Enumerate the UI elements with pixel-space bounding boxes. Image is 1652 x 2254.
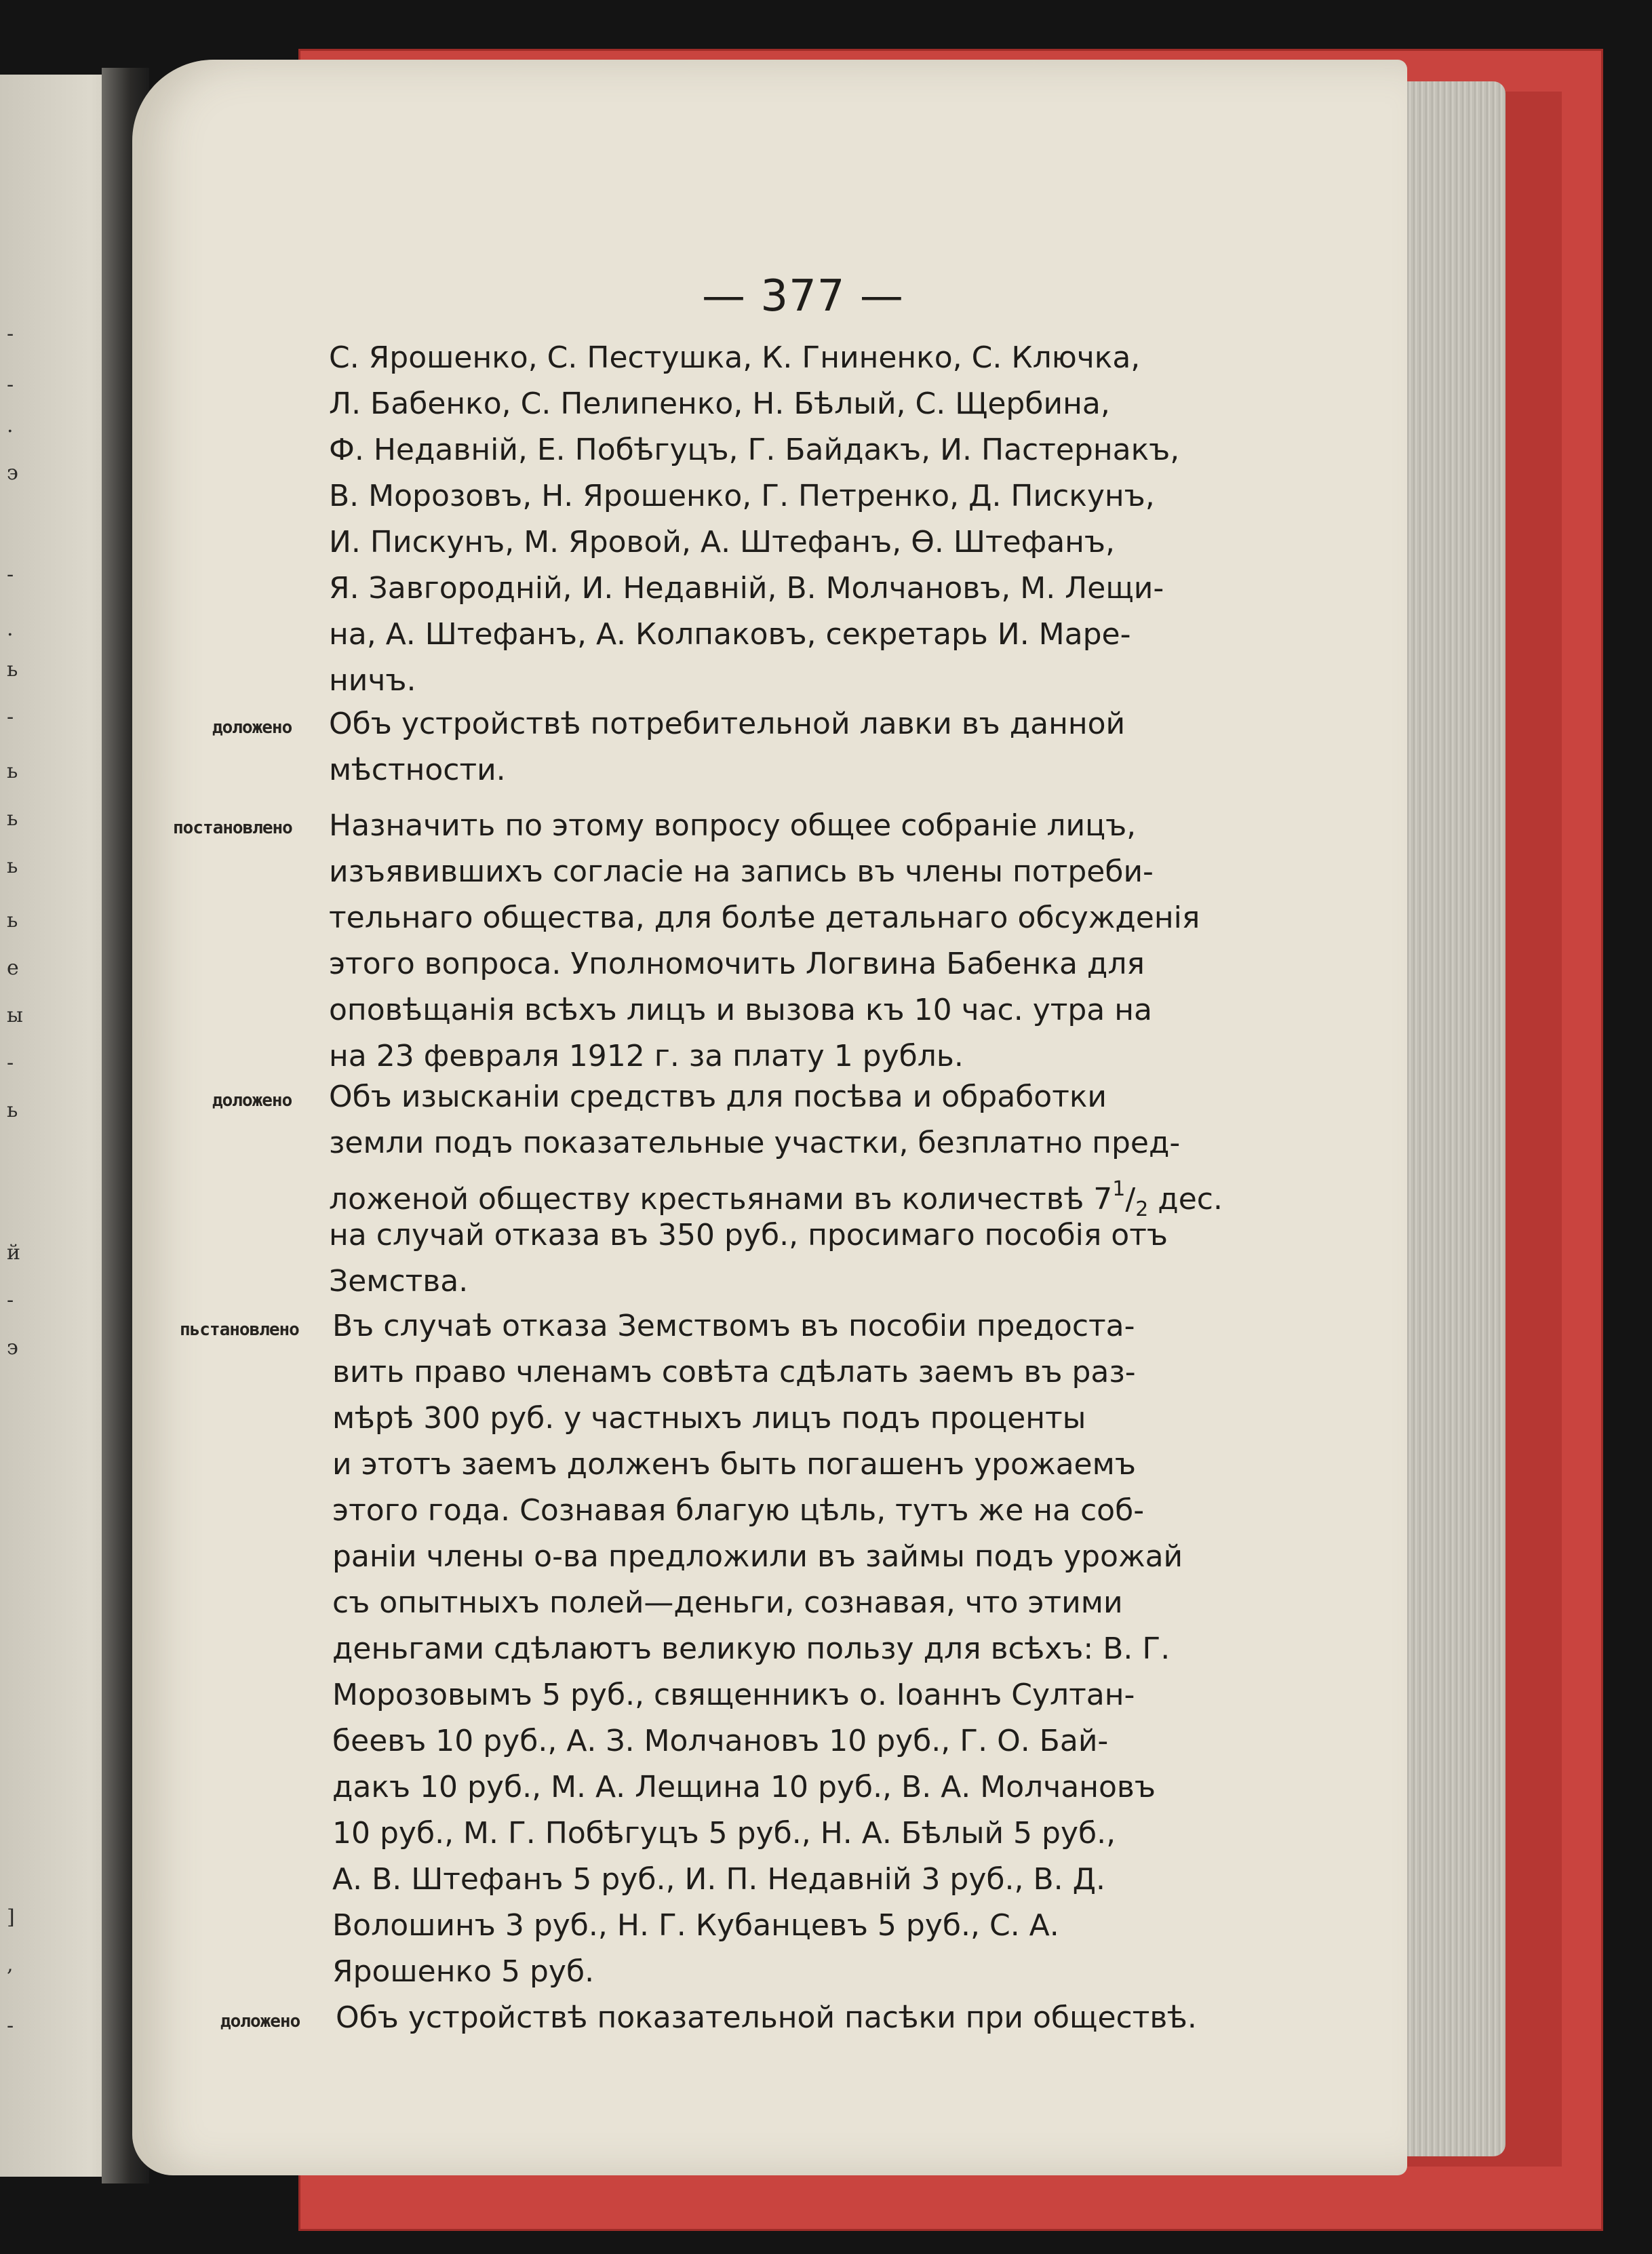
left-page-mark: ] <box>7 1905 15 1929</box>
fraction-unit: дес. <box>1148 1182 1223 1217</box>
left-page-mark: ь <box>7 854 18 878</box>
body-line: съ опытныхъ полей—деньги, сознавая, что этими <box>332 1585 1123 1620</box>
left-page-mark: э <box>7 1336 18 1360</box>
body-line: на 23 февраля 1912 г. за плату 1 рубль. <box>329 1039 964 1073</box>
body-line: оповѣщанія всѣхъ лицъ и вызова къ 10 час. утра на <box>329 993 1152 1027</box>
fraction-denominator: 2 <box>1135 1198 1149 1221</box>
body-line: изъявившихъ согласіе на запись въ члены потреби- <box>329 854 1154 889</box>
left-page-mark: ь <box>7 807 18 831</box>
body-line: ничъ. <box>329 663 416 698</box>
body-line: Объ устройствѣ потребительной лавки въ данной <box>329 707 1126 741</box>
left-page-mark: э <box>7 461 18 485</box>
left-page-mark: е <box>7 956 19 980</box>
margin-label-reported: доложено <box>220 2011 300 2032</box>
body-line: Назначить по этому вопросу общее собраніе лицъ, <box>329 808 1137 843</box>
body-line: и этотъ заемъ долженъ быть погашенъ урожаемъ <box>332 1447 1136 1482</box>
left-page-mark: , <box>7 1953 14 1977</box>
left-page-mark: - <box>7 1288 14 1312</box>
body-line: Волошинъ 3 руб., Н. Г. Кубанцевъ 5 руб., С. А. <box>332 1908 1059 1943</box>
left-page-mark: - <box>7 322 14 346</box>
body-line: раніи члены о-ва предложили въ займы подъ урожай <box>332 1539 1183 1574</box>
fraction-numerator: 1 <box>1112 1177 1126 1201</box>
body-line-with-fraction: ложеной обществу крестьянами въ количествѣ $7^1/_2$ дес. <box>329 1177 1223 1221</box>
body-line: Земства. <box>329 1264 469 1299</box>
left-page-mark: й <box>7 1241 20 1265</box>
body-line: Морозовымъ 5 руб., священникъ о. Іоаннъ Султан- <box>332 1678 1135 1712</box>
body-line: мѣстности. <box>329 753 506 787</box>
body-line: Л. Бабенко, С. Пелипенко, Н. Бѣлый, С. Щербина, <box>329 387 1110 421</box>
body-line: вить право членамъ совѣта сдѣлать заемъ въ раз- <box>332 1355 1136 1389</box>
body-line: С. Ярошенко, С. Пестушка, К. Гниненко, С. Ключка, <box>329 340 1141 375</box>
body-line: мѣрѣ 300 руб. у частныхъ лицъ подъ проценты <box>332 1401 1086 1436</box>
left-page-mark: - <box>7 705 14 729</box>
margin-label-resolved: пьстановлено <box>180 1320 299 1340</box>
body-line: А. В. Штефанъ 5 руб., И. П. Недавній 3 руб., В. Д. <box>332 1862 1106 1897</box>
left-page-mark: ь <box>7 658 18 681</box>
body-line: на, А. Штефанъ, А. Колпаковъ, секретарь И. Маре- <box>329 617 1131 652</box>
body-line: 10 руб., М. Г. Побѣгуцъ 5 руб., Н. А. Бѣлый 5 руб., <box>332 1816 1116 1851</box>
left-page-mark: - <box>7 563 14 587</box>
body-line: на случай отказа въ 350 руб., просимаго пособія отъ <box>329 1218 1168 1252</box>
body-line: этого вопроса. Уполномочить Логвина Бабенка для <box>329 947 1145 981</box>
left-page-mark: - <box>7 373 14 397</box>
body-line: Ф. Недавній, Е. Побѣгуцъ, Г. Байдакъ, И. Пастернакъ, <box>329 433 1180 467</box>
left-page-mark: ь <box>7 909 18 932</box>
margin-label-resolved: постановлено <box>173 818 292 838</box>
body-line-text: ложеной обществу крестьянами въ количествѣ 7 <box>329 1182 1113 1217</box>
left-page-mark: ы <box>7 1004 23 1027</box>
body-line: В. Морозовъ, Н. Ярошенко, Г. Петренко, Д. Пискунъ, <box>329 479 1155 513</box>
body-line: Объ изысканіи средствъ для посѣва и обработки <box>329 1080 1107 1114</box>
body-line: дакъ 10 руб., М. А. Лещина 10 руб., В. А. Молчановъ <box>332 1770 1156 1804</box>
body-line: беевъ 10 руб., А. З. Молчановъ 10 руб., Г. О. Бай- <box>332 1724 1109 1758</box>
body-line: Объ устройствѣ показательной пасѣки при обществѣ. <box>336 2000 1197 2035</box>
left-page-mark: - <box>7 1051 14 1075</box>
left-page-mark: - <box>7 2014 14 2038</box>
left-page-mark: . <box>7 617 14 641</box>
left-page-mark: ь <box>7 759 18 783</box>
body-line: этого года. Сознавая благую цѣль, тутъ же на соб- <box>332 1493 1145 1528</box>
body-line: Въ случаѣ отказа Земствомъ въ пособіи предоста- <box>332 1309 1135 1343</box>
body-line: Я. Завгородній, И. Недавній, В. Молчановъ, М. Лещи- <box>329 571 1164 606</box>
body-line: Ярошенко 5 руб. <box>332 1954 595 1989</box>
body-line: земли подъ показательные участки, безплатно пред- <box>329 1126 1181 1160</box>
body-line: деньгами сдѣлаютъ великую пользу для всѣхъ: В. Г. <box>332 1632 1171 1666</box>
left-page-mark: . <box>7 414 14 437</box>
body-line: тельнаго общества, для болѣе детальнаго обсужденія <box>329 901 1200 935</box>
left-page-mark: ь <box>7 1099 18 1122</box>
page-number: — 377 — <box>702 271 904 321</box>
book-page <box>132 60 1407 2175</box>
margin-label-reported: доложено <box>212 717 292 738</box>
body-line: И. Пискунъ, М. Яровой, А. Штефанъ, Ѳ. Штефанъ, <box>329 525 1115 559</box>
margin-label-reported: доложено <box>212 1090 292 1111</box>
